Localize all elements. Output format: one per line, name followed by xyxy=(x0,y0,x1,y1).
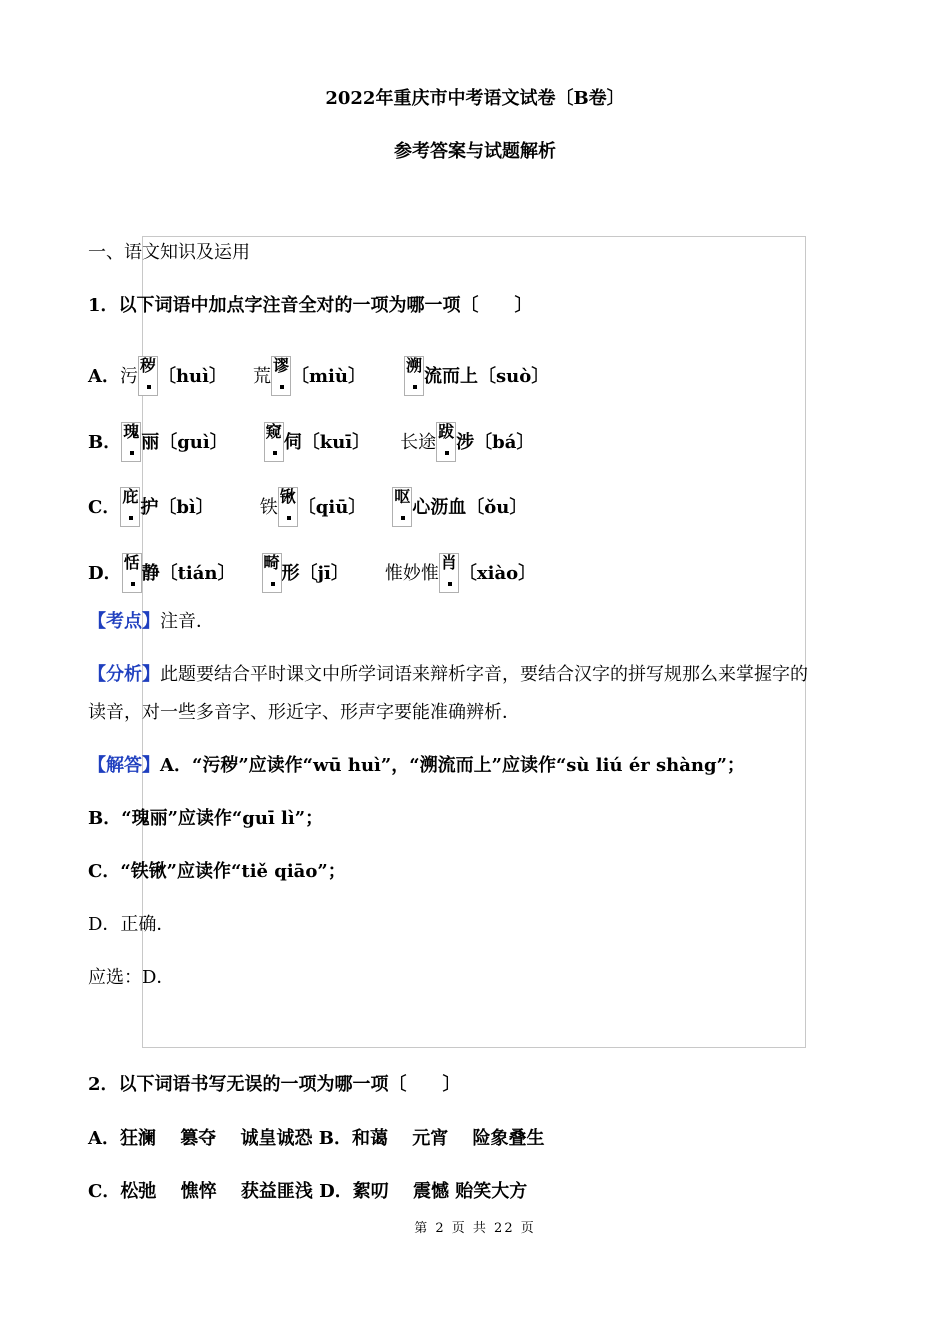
question-2-stem: 2．以下词语书写无误的一项为哪一项〔 〕 xyxy=(88,1074,461,1095)
dotted-char: 窥 xyxy=(264,422,284,462)
page-subtitle: 参考答案与试题解析 xyxy=(394,141,556,162)
dotted-char: 畸 xyxy=(262,553,282,593)
dotted-char: 跋 xyxy=(436,422,456,462)
q1-option-c: C． 庇 护〔bì〕 铁 锹 〔qiū〕 呕 心沥血〔ǒu〕 xyxy=(88,487,527,527)
dotted-char: 秽 xyxy=(138,356,158,396)
section-heading: 一、语文知识及运用 xyxy=(88,242,250,263)
fenxi-line-1: 【分析】此题要结合平时课文中所学词语来辩析字音，要结合汉字的拼写规那么来掌握字的 xyxy=(88,664,808,685)
jieda-line-1: 【解答】A．“污秽”应读作“wū huì”，“溯流而上”应读作“sù liú ér shàng”； xyxy=(88,755,745,776)
dotted-char: 肖 xyxy=(439,553,459,593)
page-footer: 第 2 页 共 22 页 xyxy=(414,1221,536,1236)
jieda-line-3: C．“铁锹”应读作“tiě qiāo”； xyxy=(88,861,346,882)
dotted-char: 溯 xyxy=(404,356,424,396)
dotted-char: 恬 xyxy=(122,553,142,593)
question-1-stem: 1．以下词语中加点字注音全对的一项为哪一项〔 〕 xyxy=(88,295,533,316)
q1-option-d: D． 恬 静〔tián〕 畸 形〔jī〕 惟妙惟 肖 〔xiào〕 xyxy=(88,553,536,593)
jieda-line-2: B．“瑰丽”应读作“guī lì”； xyxy=(88,808,324,829)
q2-options-cd: C．松弛 憔悴 获益匪浅 D．絮叨 震憾 贻笑大方 xyxy=(88,1181,528,1202)
jieda-line-4: D．正确． xyxy=(88,914,175,935)
page-title: 2022年重庆市中考语文试卷〔B卷〕 xyxy=(325,88,625,109)
q2-options-ab: A．狂澜 篡夺 诚皇诚恐 B．和蔼 元宵 险象叠生 xyxy=(88,1128,545,1149)
q1-option-a: A．污 秽 〔huì〕 荒 谬 〔miù〕 溯 流而上〔suò〕 xyxy=(88,356,549,396)
dotted-char: 谬 xyxy=(271,356,291,396)
dotted-char: 锹 xyxy=(278,487,298,527)
dotted-char: 呕 xyxy=(392,487,412,527)
fenxi-line-2: 读音，对一些多音字、形近字、形声字要能准确辨析． xyxy=(88,702,520,723)
dotted-char: 庇 xyxy=(120,487,140,527)
q1-option-b: B． 瑰 丽〔guì〕 窥 伺〔kuī〕 长途 跋 涉〔bá〕 xyxy=(88,422,534,462)
kaodian-line: 【考点】注音． xyxy=(88,611,214,632)
dotted-char: 瑰 xyxy=(121,422,141,462)
answer-line: 应选：D． xyxy=(88,967,175,988)
